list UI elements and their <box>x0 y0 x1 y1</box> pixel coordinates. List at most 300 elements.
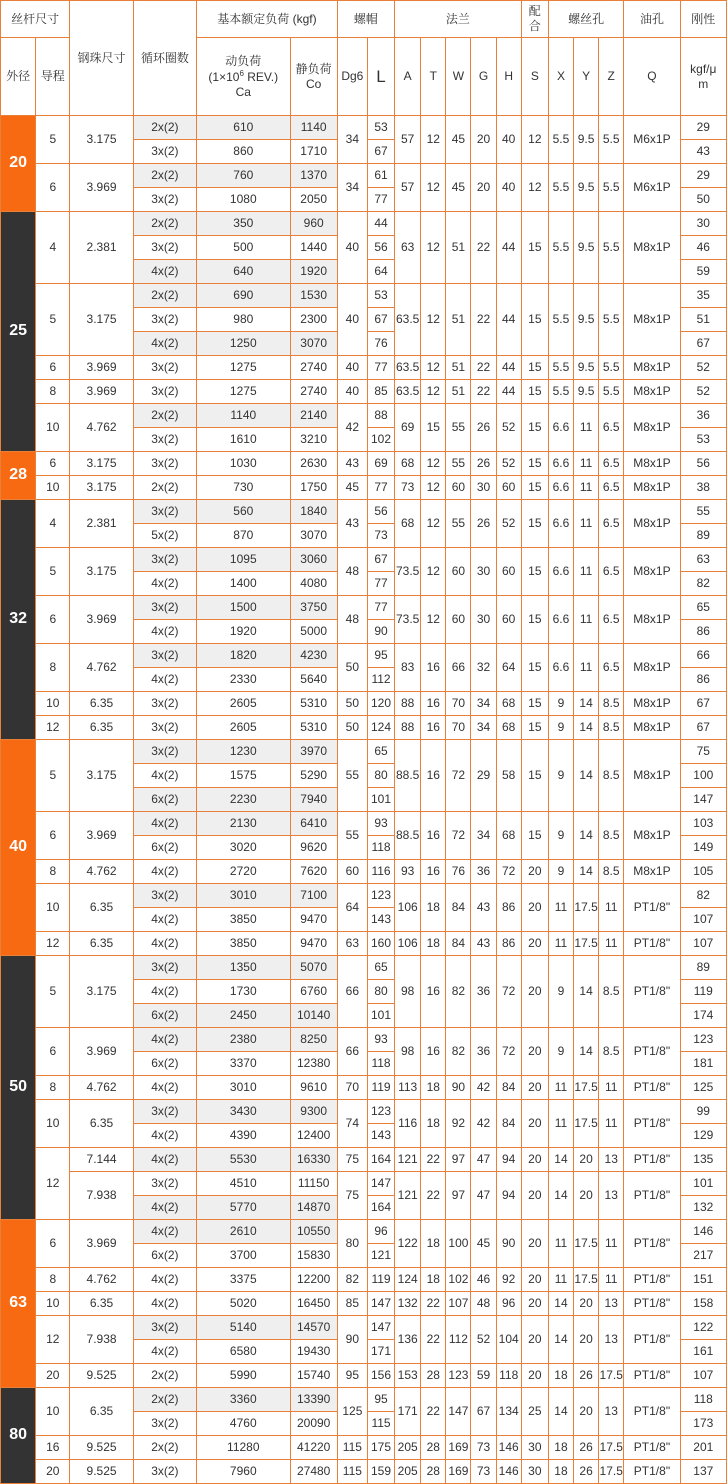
nut-length-cell: 123 <box>367 884 394 908</box>
spec-cell: 73 <box>471 1436 496 1460</box>
spec-cell: 26 <box>471 500 496 548</box>
spec-cell: 90 <box>446 1076 471 1100</box>
nut-length-cell: 85 <box>367 380 394 404</box>
static-load-cell: 9620 <box>290 836 337 860</box>
dynamic-load-cell: 350 <box>197 212 291 236</box>
stiffness-cell: 89 <box>680 956 726 980</box>
spec-cell: 16 <box>421 860 446 884</box>
spec-cell: 45 <box>446 164 471 212</box>
spec-cell: 47 <box>471 1148 496 1172</box>
spec-cell: 147 <box>446 1388 471 1436</box>
static-load-cell: 6760 <box>290 980 337 1004</box>
static-load-cell: 15830 <box>290 1244 337 1268</box>
ball-size-cell: 3.175 <box>70 284 133 356</box>
spec-cell: 73 <box>395 476 421 500</box>
spec-cell: 16 <box>421 1028 446 1076</box>
circuits-cell: 6x(2) <box>133 1004 196 1028</box>
spec-cell: 60 <box>496 548 521 596</box>
spec-cell: PT1/8" <box>624 1388 680 1436</box>
dynamic-load-cell: 2130 <box>197 812 291 836</box>
static-load-cell: 10140 <box>290 1004 337 1028</box>
spec-cell: 18 <box>421 1100 446 1148</box>
stiffness-cell: 30 <box>680 212 726 236</box>
spec-cell: 11 <box>599 884 624 932</box>
static-load-cell: 3970 <box>290 740 337 764</box>
spec-cell: 32 <box>471 644 496 692</box>
spec-cell: 40 <box>337 212 367 284</box>
static-load-cell: 2630 <box>290 452 337 476</box>
circuits-cell: 4x(2) <box>133 1220 196 1244</box>
dynamic-load-cell: 3375 <box>197 1268 291 1292</box>
nut-length-cell: 93 <box>367 812 394 836</box>
spec-cell: 6 <box>36 356 70 380</box>
nut-length-cell: 56 <box>367 500 394 524</box>
static-load-cell: 1840 <box>290 500 337 524</box>
dynamic-load-cell: 4760 <box>197 1412 291 1436</box>
spec-cell: 26 <box>574 1436 599 1460</box>
ball-size-cell: 3.969 <box>70 596 133 644</box>
spec-cell: 15 <box>521 356 548 380</box>
spec-cell: 40 <box>496 116 521 164</box>
spec-cell: 68 <box>395 452 421 476</box>
nut-length-cell: 76 <box>367 332 394 356</box>
header-q: Q <box>624 38 680 116</box>
spec-cell: 9.5 <box>574 356 599 380</box>
spec-cell: 18 <box>421 884 446 932</box>
spec-cell: 14 <box>548 1292 573 1316</box>
dynamic-load-cell: 1820 <box>197 644 291 668</box>
stiffness-cell: 158 <box>680 1292 726 1316</box>
spec-cell: 13 <box>599 1316 624 1364</box>
spec-cell: 20 <box>36 1364 70 1388</box>
dynamic-load-cell: 4390 <box>197 1124 291 1148</box>
ball-size-cell: 4.762 <box>70 1076 133 1100</box>
spec-cell: 70 <box>446 716 471 740</box>
spec-cell: 20 <box>574 1316 599 1364</box>
table-row <box>1 356 727 380</box>
spec-cell: 9 <box>548 716 573 740</box>
spec-cell: 68 <box>496 692 521 716</box>
spec-cell: 30 <box>521 1460 548 1484</box>
nut-length-cell: 61 <box>367 164 394 188</box>
spec-cell: 34 <box>471 692 496 716</box>
spec-cell: 14 <box>574 740 599 812</box>
spec-cell: 18 <box>421 932 446 956</box>
dynamic-load-cell: 1610 <box>197 428 291 452</box>
spec-cell: 22 <box>421 1172 446 1220</box>
spec-cell: 106 <box>395 884 421 932</box>
spec-cell: 57 <box>395 116 421 164</box>
table-row <box>1 884 727 908</box>
spec-cell: 86 <box>496 884 521 932</box>
table-row <box>1 500 727 524</box>
nut-length-cell: 56 <box>367 236 394 260</box>
spec-cell: 15 <box>521 740 548 812</box>
spec-cell: 6.6 <box>548 500 573 548</box>
spec-cell: 11 <box>574 644 599 692</box>
spec-cell: 6.5 <box>599 500 624 548</box>
spec-cell: PT1/8" <box>624 1100 680 1148</box>
nut-length-cell: 67 <box>367 308 394 332</box>
spec-cell: 15 <box>521 284 548 356</box>
spec-cell: M8x1P <box>624 500 680 548</box>
circuits-cell: 4x(2) <box>133 1340 196 1364</box>
spec-cell: 42 <box>471 1076 496 1100</box>
circuits-cell: 2x(2) <box>133 1364 196 1388</box>
dynamic-load-cell: 1730 <box>197 980 291 1004</box>
spec-cell: 22 <box>421 1388 446 1436</box>
circuits-cell: 4x(2) <box>133 1124 196 1148</box>
static-load-cell: 1920 <box>290 260 337 284</box>
stiffness-cell: 161 <box>680 1340 726 1364</box>
dynamic-load-cell: 860 <box>197 140 291 164</box>
spec-cell: 64 <box>337 884 367 932</box>
spec-cell: 153 <box>395 1364 421 1388</box>
spec-cell: M8x1P <box>624 284 680 356</box>
spec-cell: 22 <box>421 1148 446 1172</box>
spec-cell: 28 <box>421 1460 446 1484</box>
spec-cell: 50 <box>337 692 367 716</box>
dynamic-load-cell: 2380 <box>197 1028 291 1052</box>
spec-cell: 34 <box>471 716 496 740</box>
spec-cell: 17.5 <box>574 884 599 932</box>
stiffness-cell: 129 <box>680 1124 726 1148</box>
ball-size-cell: 3.969 <box>70 380 133 404</box>
spec-cell: 82 <box>337 1268 367 1292</box>
dynamic-load-cell: 560 <box>197 500 291 524</box>
stiffness-cell: 147 <box>680 788 726 812</box>
dynamic-load-cell: 2720 <box>197 860 291 884</box>
dynamic-load-cell: 1275 <box>197 356 291 380</box>
spec-cell: 14 <box>574 716 599 740</box>
spec-cell: 14 <box>574 860 599 884</box>
nut-length-cell: 64 <box>367 260 394 284</box>
spec-cell: 102 <box>446 1268 471 1292</box>
spec-cell: 15 <box>521 716 548 740</box>
spec-cell: 44 <box>496 284 521 356</box>
stiffness-cell: 35 <box>680 284 726 308</box>
nut-length-cell: 120 <box>367 692 394 716</box>
static-load-cell: 1440 <box>290 236 337 260</box>
spec-cell: 5.5 <box>548 164 573 212</box>
dynamic-load-cell: 5990 <box>197 1364 291 1388</box>
table-row <box>1 1292 727 1316</box>
stiffness-cell: 105 <box>680 860 726 884</box>
spec-cell: 16 <box>421 740 446 812</box>
spec-cell: 169 <box>446 1436 471 1460</box>
spec-cell: M8x1P <box>624 644 680 692</box>
spec-cell: 93 <box>395 860 421 884</box>
nut-length-cell: 101 <box>367 1004 394 1028</box>
spec-cell: 68 <box>496 812 521 860</box>
spec-cell: 34 <box>337 116 367 164</box>
table-row <box>1 380 727 404</box>
spec-cell: M6x1P <box>624 116 680 164</box>
spec-cell: PT1/8" <box>624 1268 680 1292</box>
stiffness-cell: 67 <box>680 692 726 716</box>
spec-cell: 36 <box>471 860 496 884</box>
spec-cell: 43 <box>471 884 496 932</box>
spec-cell: M8x1P <box>624 692 680 716</box>
circuits-cell: 3x(2) <box>133 1412 196 1436</box>
spec-cell: 22 <box>421 1316 446 1364</box>
stiffness-cell: 52 <box>680 380 726 404</box>
nut-length-cell: 160 <box>367 932 394 956</box>
dynamic-load-cell: 1140 <box>197 404 291 428</box>
circuits-cell: 3x(2) <box>133 716 196 740</box>
spec-cell: 43 <box>337 452 367 476</box>
static-load-cell: 10550 <box>290 1220 337 1244</box>
outer-diameter-cell: 80 <box>1 1388 36 1484</box>
dynamic-load-cell: 3430 <box>197 1100 291 1124</box>
circuits-cell: 3x(2) <box>133 380 196 404</box>
static-load-cell: 1710 <box>290 140 337 164</box>
stiffness-cell: 36 <box>680 404 726 428</box>
header-t: T <box>421 38 446 116</box>
spec-cell: 20 <box>521 932 548 956</box>
dynamic-load-cell: 980 <box>197 308 291 332</box>
stiffness-cell: 125 <box>680 1076 726 1100</box>
spec-cell: 12 <box>421 164 446 212</box>
spec-cell: 15 <box>521 644 548 692</box>
spec-cell: 20 <box>574 1388 599 1436</box>
circuits-cell: 3x(2) <box>133 692 196 716</box>
spec-cell: 12 <box>36 716 70 740</box>
spec-cell: 20 <box>521 1364 548 1388</box>
spec-cell: 98 <box>395 956 421 1028</box>
ball-size-cell: 7.938 <box>70 1172 133 1220</box>
spec-cell: 44 <box>496 212 521 284</box>
spec-cell: 95 <box>337 1364 367 1388</box>
spec-cell: 68 <box>496 716 521 740</box>
nut-length-cell: 123 <box>367 1100 394 1124</box>
nut-length-cell: 93 <box>367 1028 394 1052</box>
spec-cell: 15 <box>521 380 548 404</box>
circuits-cell: 3x(2) <box>133 308 196 332</box>
spec-cell: 20 <box>521 1316 548 1364</box>
dynamic-load-cell: 610 <box>197 116 291 140</box>
spec-cell: 90 <box>337 1316 367 1364</box>
spec-cell: 26 <box>471 452 496 476</box>
spec-cell: 66 <box>337 1028 367 1076</box>
spec-cell: 84 <box>496 1100 521 1148</box>
nut-length-cell: 77 <box>367 572 394 596</box>
spec-cell: 70 <box>446 692 471 716</box>
spec-cell: 92 <box>496 1268 521 1292</box>
table-row <box>1 1076 727 1100</box>
circuits-cell: 4x(2) <box>133 572 196 596</box>
nut-length-cell: 53 <box>367 284 394 308</box>
dynamic-load-cell: 5020 <box>197 1292 291 1316</box>
header-nut: 螺帽 <box>337 1 394 38</box>
spec-cell: 26 <box>574 1364 599 1388</box>
nut-length-cell: 101 <box>367 788 394 812</box>
spec-cell: 20 <box>471 116 496 164</box>
circuits-cell: 2x(2) <box>133 404 196 428</box>
static-load-cell: 4080 <box>290 572 337 596</box>
spec-cell: 75 <box>337 1172 367 1220</box>
stiffness-cell: 118 <box>680 1388 726 1412</box>
spec-cell: 100 <box>446 1220 471 1268</box>
spec-cell: 66 <box>337 956 367 1028</box>
spec-cell: 136 <box>395 1316 421 1364</box>
dynamic-load-cell: 3010 <box>197 1076 291 1100</box>
nut-length-cell: 73 <box>367 524 394 548</box>
spec-cell: 96 <box>496 1292 521 1316</box>
spec-cell: 50 <box>337 644 367 692</box>
circuits-cell: 4x(2) <box>133 1028 196 1052</box>
spec-cell: 72 <box>446 812 471 860</box>
nut-length-cell: 119 <box>367 1268 394 1292</box>
spec-cell: 113 <box>395 1076 421 1100</box>
spec-cell: 5.5 <box>548 284 573 356</box>
dynamic-load-cell: 5140 <box>197 1316 291 1340</box>
spec-cell: 20 <box>521 860 548 884</box>
spec-cell: 5 <box>36 740 70 812</box>
spec-cell: 97 <box>446 1148 471 1172</box>
stiffness-cell: 86 <box>680 668 726 692</box>
spec-cell: 8 <box>36 644 70 692</box>
spec-cell: 10 <box>36 1100 70 1148</box>
ball-size-cell: 3.969 <box>70 164 133 212</box>
header-outer-diameter: 外径 <box>1 38 36 116</box>
static-load-cell: 5310 <box>290 716 337 740</box>
table-row <box>1 1028 727 1052</box>
table-row <box>1 476 727 500</box>
spec-cell: 5.5 <box>599 284 624 356</box>
spec-cell: 20 <box>521 956 548 1028</box>
spec-cell: 20 <box>521 1148 548 1172</box>
spec-cell: 12 <box>521 164 548 212</box>
stiffness-cell: 51 <box>680 308 726 332</box>
header-l: L <box>367 38 394 116</box>
static-load-cell: 6410 <box>290 812 337 836</box>
stiffness-cell: 43 <box>680 140 726 164</box>
circuits-cell: 2x(2) <box>133 1388 196 1412</box>
circuits-cell: 6x(2) <box>133 1052 196 1076</box>
static-load-cell: 9470 <box>290 908 337 932</box>
static-load-cell: 20090 <box>290 1412 337 1436</box>
dynamic-load-cell: 3700 <box>197 1244 291 1268</box>
header-ball-size: 钢珠尺寸 <box>70 1 133 116</box>
spec-cell: 116 <box>395 1100 421 1148</box>
circuits-cell: 6x(2) <box>133 1244 196 1268</box>
spec-cell: 92 <box>446 1100 471 1148</box>
ball-size-cell: 3.969 <box>70 1220 133 1268</box>
dynamic-load-cell: 760 <box>197 164 291 188</box>
spec-cell: 15 <box>521 476 548 500</box>
ball-size-cell: 3.175 <box>70 452 133 476</box>
stiffness-cell: 89 <box>680 524 726 548</box>
nut-length-cell: 164 <box>367 1196 394 1220</box>
dynamic-load-cell: 1575 <box>197 764 291 788</box>
static-load-cell: 16450 <box>290 1292 337 1316</box>
spec-cell: 51 <box>446 284 471 356</box>
spec-cell: PT1/8" <box>624 956 680 1028</box>
spec-cell: 73 <box>471 1460 496 1484</box>
nut-length-cell: 77 <box>367 476 394 500</box>
spec-cell: 6.5 <box>599 452 624 476</box>
spec-cell: M8x1P <box>624 404 680 452</box>
static-load-cell: 19430 <box>290 1340 337 1364</box>
static-load-cell: 12380 <box>290 1052 337 1076</box>
static-load-cell: 41220 <box>290 1436 337 1460</box>
static-load-cell: 9300 <box>290 1100 337 1124</box>
stiffness-cell: 82 <box>680 884 726 908</box>
spec-cell: 115 <box>337 1436 367 1460</box>
spec-cell: 5 <box>36 548 70 596</box>
spec-cell: 11 <box>599 1268 624 1292</box>
spec-cell: M8x1P <box>624 476 680 500</box>
spec-cell: 22 <box>471 356 496 380</box>
header-a: A <box>395 38 421 116</box>
spec-cell: 5.5 <box>599 356 624 380</box>
spec-cell: 10 <box>36 884 70 932</box>
spec-cell: 42 <box>337 404 367 452</box>
static-load-cell: 1370 <box>290 164 337 188</box>
spec-cell: 34 <box>337 164 367 212</box>
dynamic-load-cell: 1500 <box>197 596 291 620</box>
table-row <box>1 284 727 308</box>
stiffness-cell: 53 <box>680 428 726 452</box>
spec-cell: 205 <box>395 1460 421 1484</box>
circuits-cell: 4x(2) <box>133 812 196 836</box>
spec-cell: 9.5 <box>574 164 599 212</box>
circuits-cell: 4x(2) <box>133 1268 196 1292</box>
stiffness-cell: 181 <box>680 1052 726 1076</box>
table-row <box>1 1460 727 1484</box>
dynamic-load-cell: 1080 <box>197 188 291 212</box>
circuits-cell: 2x(2) <box>133 284 196 308</box>
spec-cell: 82 <box>446 1028 471 1076</box>
spec-cell: 132 <box>395 1292 421 1316</box>
dynamic-load-cell: 640 <box>197 260 291 284</box>
stiffness-cell: 137 <box>680 1460 726 1484</box>
spec-cell: PT1/8" <box>624 1316 680 1364</box>
stiffness-cell: 119 <box>680 980 726 1004</box>
spec-cell: 11 <box>599 932 624 956</box>
table-row <box>1 1220 727 1244</box>
spec-cell: 10 <box>36 692 70 716</box>
spec-cell: 12 <box>421 476 446 500</box>
spec-cell: 57 <box>395 164 421 212</box>
spec-cell: 44 <box>496 380 521 404</box>
spec-cell: M8x1P <box>624 548 680 596</box>
spec-cell: 104 <box>496 1316 521 1364</box>
spec-cell: M8x1P <box>624 860 680 884</box>
spec-cell: 12 <box>421 284 446 356</box>
ball-size-cell: 3.969 <box>70 812 133 860</box>
spec-cell: 74 <box>337 1100 367 1148</box>
static-load-cell: 27480 <box>290 1460 337 1484</box>
stiffness-cell: 75 <box>680 740 726 764</box>
header-y: Y <box>574 38 599 116</box>
table-row <box>1 812 727 836</box>
circuits-cell: 4x(2) <box>133 908 196 932</box>
spec-cell: 13 <box>599 1172 624 1220</box>
circuits-cell: 3x(2) <box>133 236 196 260</box>
spec-cell: 5 <box>36 116 70 164</box>
spec-cell: 46 <box>471 1268 496 1292</box>
spec-cell: 42 <box>471 1100 496 1148</box>
spec-cell: 8.5 <box>599 692 624 716</box>
circuits-cell: 3x(2) <box>133 356 196 380</box>
dynamic-load-cell: 2610 <box>197 1220 291 1244</box>
circuits-cell: 6x(2) <box>133 788 196 812</box>
outer-diameter-cell: 50 <box>1 956 36 1220</box>
circuits-cell: 5x(2) <box>133 524 196 548</box>
table-row <box>1 164 727 188</box>
